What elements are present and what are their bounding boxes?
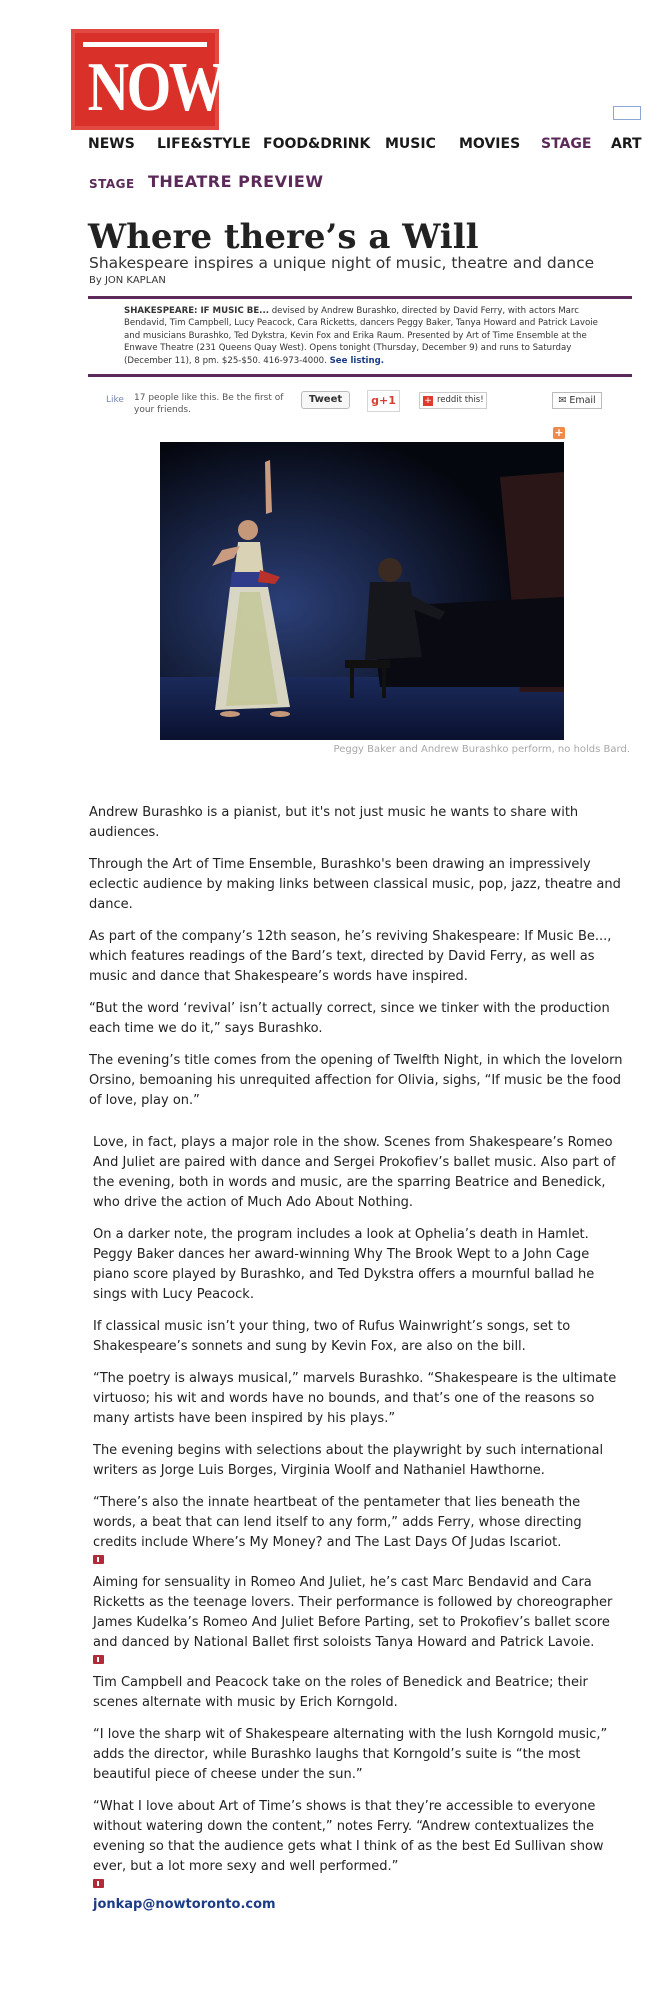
article-body [89,803,627,1912]
facebook-like-button[interactable]: Like [106,395,124,405]
nav-item-art[interactable]: ART [611,136,642,152]
email-label: Email [569,395,596,406]
nav-item-news[interactable]: NEWS [88,136,135,152]
event-info-text [124,305,616,367]
plus-icon[interactable]: + [554,426,564,439]
event-info-box [88,296,632,377]
like-count: 17 people like this. Be the first of your friends. [134,393,284,415]
body-paragraph: “I love the sharp wit of Shakespeare alternating with the lush Korngold music,” adds the director, while Burashko laughs that Korngold’s suite is “the most beautiful piece of cheese under the sun.” [93,1727,608,1782]
body-paragraph: Andrew Burashko is a pianist, but it's not just music he wants to share with audiences. [89,805,579,840]
dance-piano-photo [160,442,564,740]
body-paragraph: “What I love about Art of Time’s shows is that they’re accessible to everyone without watering down the content,” notes Ferry. “Andrew contextualizes the evening so that the audience gets what I think of as the best Ed Sullivan show ever, but a lot more sexy and well performed.” [93,1799,604,1874]
event-title: SHAKESPEARE: IF MUSIC BE... [124,306,269,316]
body-paragraph: The evening’s title comes from the opening of Twelfth Night, in which the lovelorn Orsino, bemoaning his unrequited affection for Olivia, sighs, “If music be the food of love, play on.” [89,1053,623,1108]
nav-item-movies[interactable]: MOVIES [459,136,521,152]
section-title: THEATRE PREVIEW [148,172,324,191]
email-icon: ✉ [558,395,570,406]
article-photo [160,442,564,740]
body-paragraph: The evening begins with selections about the playwright by such international writers as Jorge Luis Borges, Virginia Woolf and Nathaniel Hawthorne. [93,1443,604,1478]
body-paragraph: On a darker note, the program includes a look at Ophelia’s death in Hamlet. Peggy Baker dances her award-winning Why The Brook Wept to a John Cage piano score played by Burashko, and Ted Dykstra offers a mournful ballad he sings with Lucy Peacock. [93,1227,595,1302]
event-details: devised by Andrew Burashko, directed by David Ferry, with actors Marc Bendavid, Tim Campbell, Lucy Peacock, Cara Ricketts, dancers Peggy Baker, Tanya Howard and Patrick Lavoie and musicians Burashko, Ted Dykstra, Kevin Fox and Erika Raum. Presented by Art of Time Ensemble at the Enwave Theatre (231 Queens Quay West). Opens tonight (Thursday, December 9) and runs to Saturday (December 11), 8 pm. $25-$50. 416-973-4000. [124,306,598,366]
section-label[interactable]: STAGE [89,177,135,191]
reddit-button[interactable] [419,392,487,409]
tweet-button[interactable]: Tweet [301,391,350,409]
reddit-label: reddit this! [437,395,484,405]
author-email-link[interactable]: jonkap@nowtoronto.com [93,1897,276,1912]
main-nav [88,136,648,158]
article-headline: Where there’s a Will [88,217,479,257]
nav-item-music[interactable]: MUSIC [385,136,436,152]
body-paragraph: Through the Art of Time Ensemble, Burashko's been drawing an impressively eclectic audience by making links between classical music, pop, jazz, theatre and dance. [89,857,621,912]
see-listing-link[interactable]: See listing. [329,355,385,366]
article-subhead: Shakespeare inspires a unique night of music, theatre and dance [89,254,595,272]
google-plus-button[interactable]: g+1 [367,390,400,412]
audio-icon[interactable] [93,1655,104,1664]
audio-icon[interactable] [93,1879,104,1888]
body-paragraph: If classical music isn’t your thing, two of Rufus Wainwright’s songs, set to Shakespeare’s sonnets and sung by Kevin Fox, are also on the bill. [93,1319,571,1354]
body-paragraph: “But the word ‘revival’ isn’t actually correct, since we tinker with the production each time we do it,” says Burashko. [89,1001,610,1036]
body-paragraph: “The poetry is always musical,” marvels Burashko. “Shakespeare is the ultimate virtuoso; his wit and words have no bounds, and that’s one of the reasons so many artists have been inspired by his plays.” [93,1371,617,1426]
nav-item-stage[interactable]: STAGE [541,136,592,152]
logo-bar [83,42,207,47]
email-button[interactable] [552,392,602,409]
logo-text: NOW [87,49,224,126]
nav-item-life-style[interactable]: LIFE&STYLE [157,136,251,152]
body-paragraph: “There’s also the innate heartbeat of the pentameter that lies beneath the words, a beat that can lend itself to any form,” adds Ferry, whose directing credits include Where’s My Money? and The Last Days Of Judas Iscariot. [93,1495,582,1550]
body-paragraph: Love, in fact, plays a major role in the show. Scenes from Shakespeare’s Romeo And Juliet are paired with dance and Sergei Prokofiev’s ballet music. Also part of the evening, both in words and music, are the sparring Beatrice and Benedick, who drive the action of Much Ado About Nothing. [93,1135,616,1210]
body-paragraph: Tim Campbell and Peacock take on the roles of Benedick and Beatrice; their scenes alternate with music by Erich Korngold. [93,1675,588,1710]
search-input[interactable] [613,106,641,120]
article-byline: By JON KAPLAN [89,275,166,286]
body-paragraph: As part of the company’s 12th season, he’s reviving Shakespeare: If Music Be..., which features readings of the Bard’s text, directed by David Ferry, as well as music and dance that Shakespeare’s words have inspired. [89,929,612,984]
nav-item-food-drink[interactable]: FOOD&DRINK [263,136,371,152]
now-logo[interactable] [71,29,224,130]
audio-icon[interactable] [93,1555,104,1564]
photo-caption: Peggy Baker and Andrew Burashko perform, no holds Bard. [333,744,630,755]
reddit-icon: + [424,396,432,406]
body-paragraph: Aiming for sensuality in Romeo And Juliet, he’s cast Marc Bendavid and Cara Ricketts as the teenage lovers. Their performance is followed by choreographer James Kudelka’s Romeo And Juliet Before Parting, set to Prokofiev’s ballet score and danced by National Ballet first soloists Tanya Howard and Patrick Lavoie. [93,1575,613,1650]
